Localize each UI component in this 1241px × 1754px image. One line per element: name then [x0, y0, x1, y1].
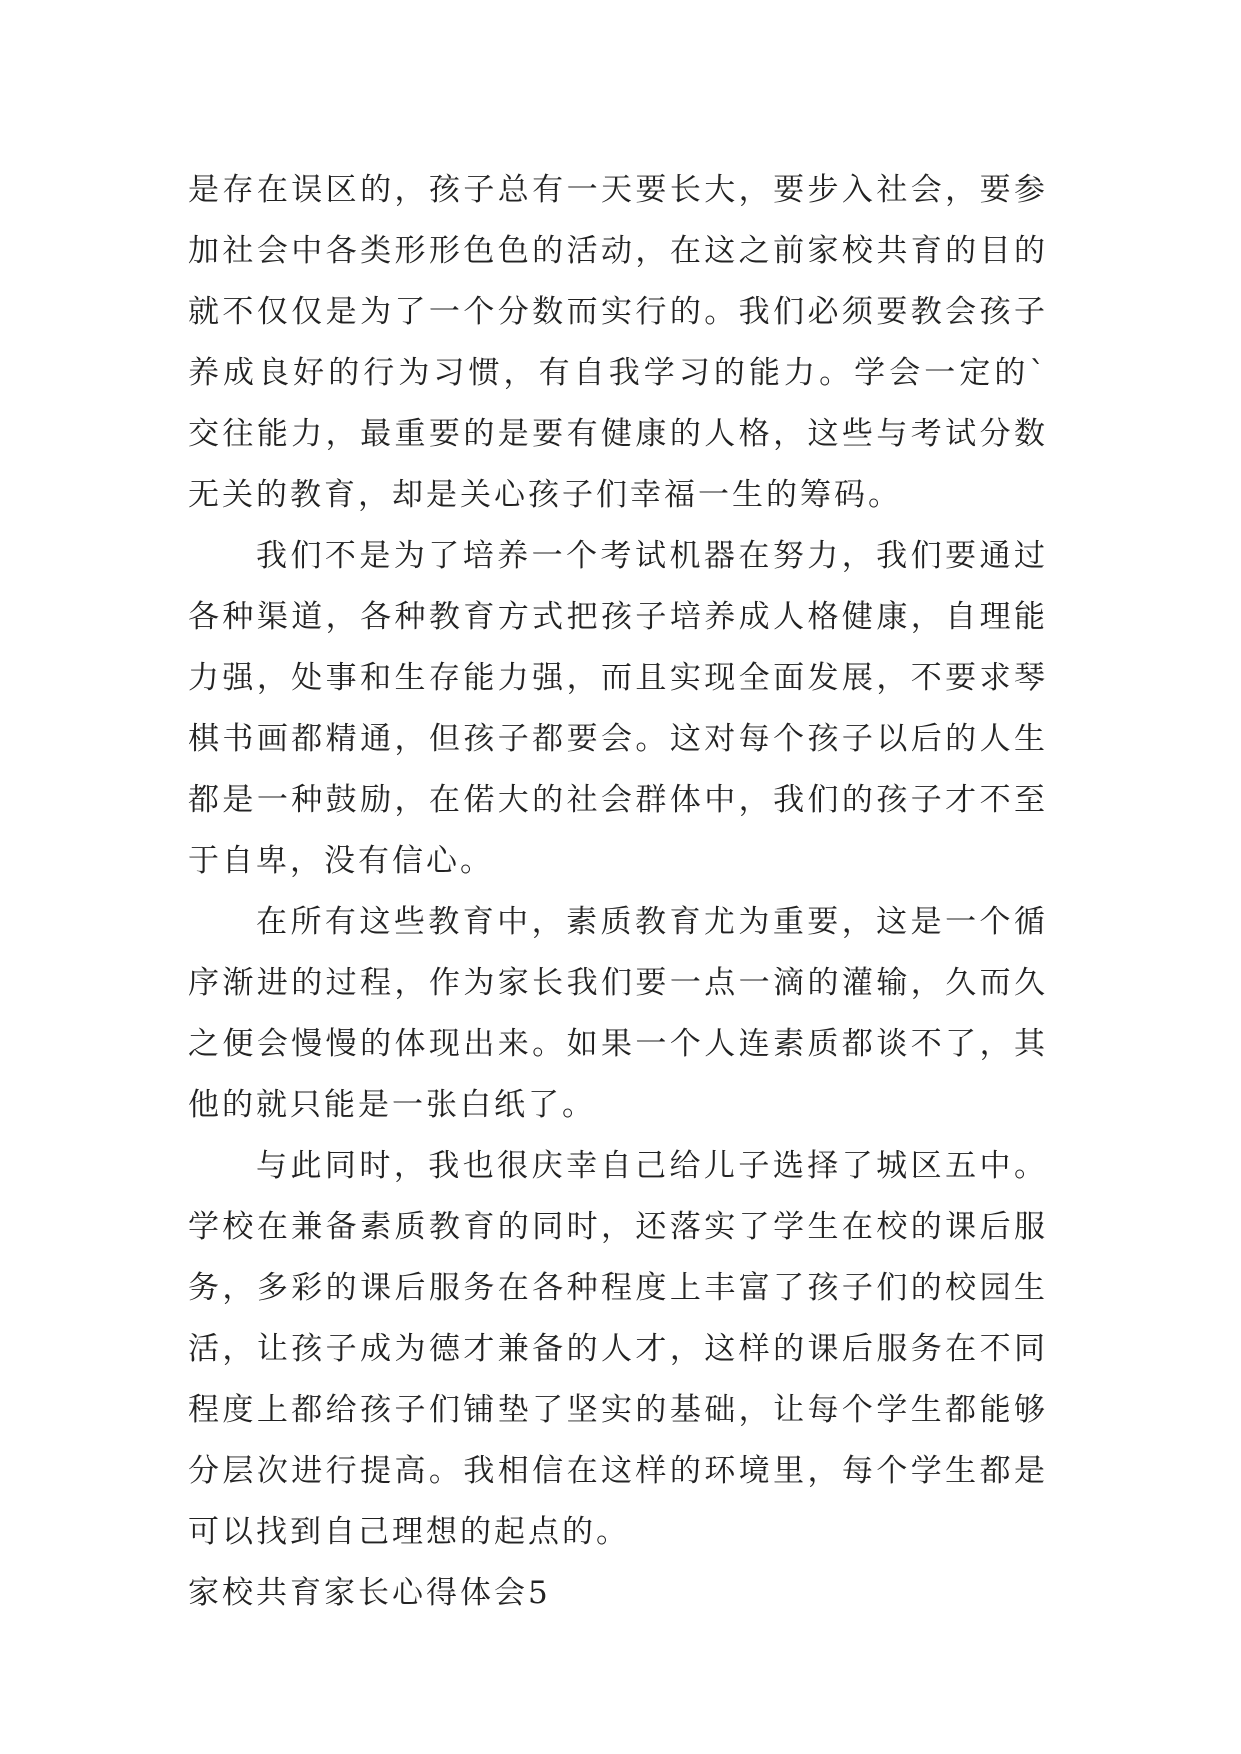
section-heading: 家校共育家长心得体会5 [188, 1575, 551, 1611]
paragraph-exam-machine: 我们不是为了培养一个考试机器在努力，我们要通过各种渠道，各种教育方式把孩子培养成人格健康，自理能力强，处事和生存能力强，而且实现全面发展，不要求琴棋书画都精通，但孩子都要会。这对每个孩子以后的人生都是一种鼓励，在偌大的社会群体中，我们的孩子才不至于自卑，没有信心。 [188, 538, 1048, 879]
paragraph-continuation: 是存在误区的，孩子总有一天要长大，要步入社会，要参加社会中各类形形色色的活动，在这之前家校共育的目的就不仅仅是为了一个分数而实行的。我们必须要教会孩子养成良好的行为习惯，有自我学习的能力。学会一定的`交往能力，最重要的是要有健康的人格，这些与考试分数无关的教育，却是关心孩子们幸福一生的筹码。 [188, 172, 1048, 513]
document-body [188, 160, 1048, 1624]
paragraph-quality-education: 在所有这些教育中，素质教育尤为重要，这是一个循序渐进的过程，作为家长我们要一点一滴的灌输，久而久之便会慢慢的体现出来。如果一个人连素质都谈不了，其他的就只能是一张白纸了。 [188, 904, 1048, 1123]
paragraph-school-choice: 与此同时，我也很庆幸自己给儿子选择了城区五中。学校在兼备素质教育的同时，还落实了学生在校的课后服务，多彩的课后服务在各种程度上丰富了孩子们的校园生活，让孩子成为德才兼备的人才，这样的课后服务在不同程度上都给孩子们铺垫了坚实的基础，让每个学生都能够分层次进行提高。我相信在这样的环境里，每个学生都是可以找到自己理想的起点的。 [188, 1148, 1048, 1550]
